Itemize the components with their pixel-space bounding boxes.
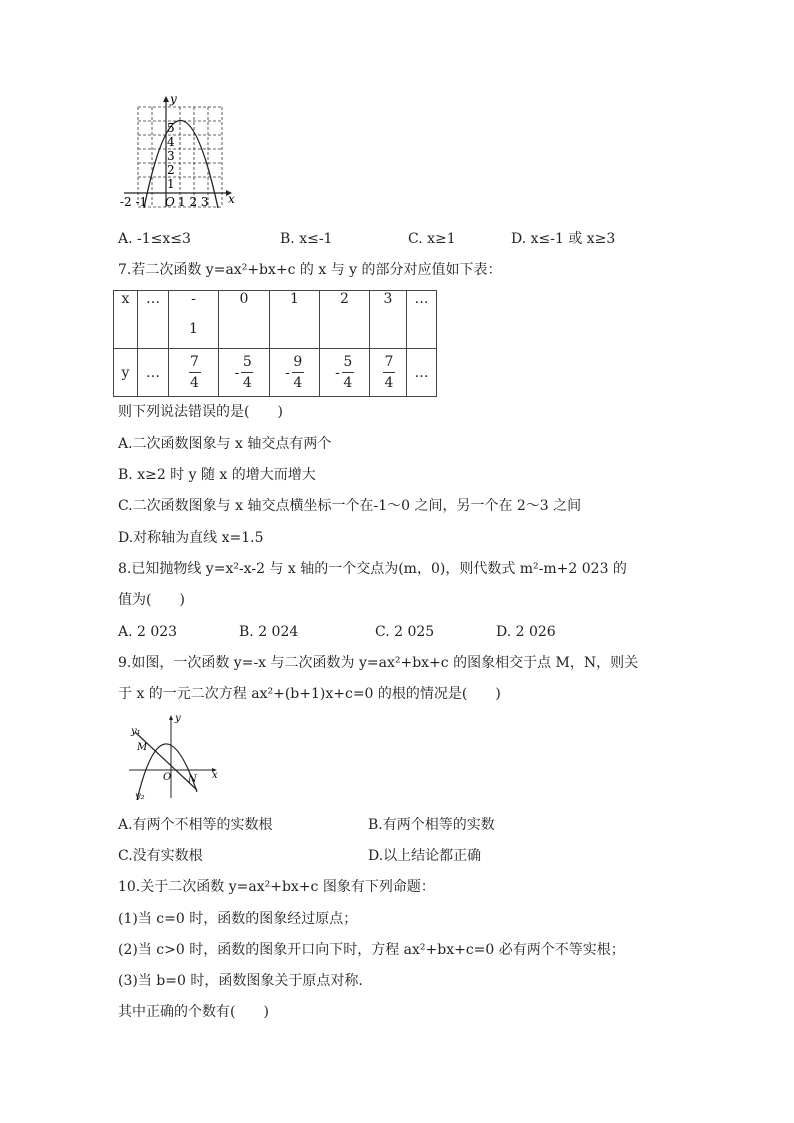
q9-stem-line2: 于 x 的一元二次方程 ax²+(b+1)x+c=0 的根的情况是( ): [118, 686, 501, 702]
q10-prompt: 其中正确的个数有( ): [118, 1004, 269, 1020]
q8-option-a[interactable]: A. 2 023: [118, 624, 178, 640]
table-cell: - 1: [169, 291, 219, 349]
x-axis-label: x: [212, 770, 218, 781]
q7-option-c[interactable]: C.二次函数图象与 x 轴交点横坐标一个在-1～0 之间，另一个在 2～3 之间: [118, 498, 582, 514]
x-ticks-negative: -2 -1: [120, 195, 148, 208]
table-header-x: x: [114, 291, 138, 349]
point-n-label: N: [188, 774, 197, 785]
q8-option-c[interactable]: C. 2 025: [375, 624, 435, 640]
q8-option-b[interactable]: B. 2 024: [239, 624, 299, 640]
q6-option-b[interactable]: B. x≤-1: [280, 231, 333, 247]
q7-stem: 7.若二次函数 y=ax²+bx+c 的 x 与 y 的部分对应值如下表：: [118, 262, 502, 278]
table-cell: …: [407, 291, 437, 349]
q6-option-c[interactable]: C. x≥1: [408, 231, 456, 247]
q7-option-b[interactable]: B. x≥2 时 y 随 x 的增大而增大: [118, 467, 316, 483]
table-cell: 3: [370, 291, 407, 349]
y-tick: 1: [167, 177, 175, 191]
table-cell: $\frac{7}{4}$: [169, 349, 219, 397]
q7-prompt: 则下列说法错误的是( ): [118, 404, 283, 420]
table-cell: 2: [320, 291, 370, 349]
table-cell: $\frac{7}{4}$: [370, 349, 407, 397]
origin-label: O: [163, 772, 172, 783]
y2-label: y₂: [135, 791, 145, 800]
x-ticks-positive: 1 2 3: [178, 195, 209, 208]
y-tick: 3: [167, 149, 175, 163]
table-cell: …: [407, 349, 437, 397]
table-cell: 0: [219, 291, 270, 349]
table-cell: …: [138, 291, 169, 349]
table-row: [114, 291, 437, 349]
x-axis-label: x: [228, 192, 235, 206]
y-axis-label: y: [170, 93, 177, 106]
y-axis-label: y: [175, 713, 181, 724]
parabola-graph: [118, 93, 248, 208]
q7-option-d[interactable]: D.对称轴为直线 x=1.5: [118, 530, 264, 546]
q10-stem: 10.关于二次函数 y=ax²+bx+c 图象有下列命题：: [118, 879, 435, 895]
q9-option-a[interactable]: A.有两个不相等的实数根: [118, 817, 273, 833]
q8-stem-line2: 值为( ): [118, 592, 185, 608]
table-cell: - $\frac{5}{4}$: [219, 349, 270, 397]
q6-option-a[interactable]: A. -1≤x≤3: [118, 231, 191, 247]
table-cell: …: [138, 349, 169, 397]
q7-option-a[interactable]: A.二次函数图象与 x 轴交点有两个: [118, 436, 332, 452]
q8-stem-line1: 8.已知抛物线 y=x²-x-2 与 x 轴的一个交点为(m，0)，则代数式 m²-m+2 023 的: [118, 561, 627, 577]
intersection-graph: [125, 712, 225, 800]
q10-item-1: (1)当 c=0 时，函数的图象经过原点；: [118, 911, 358, 927]
y-tick: 2: [167, 163, 175, 177]
origin-label: O: [165, 195, 175, 208]
q9-option-d[interactable]: D.以上结论都正确: [368, 848, 482, 864]
table-row: [114, 349, 437, 397]
table-cell: - $\frac{9}{4}$: [270, 349, 320, 397]
y-tick: 5: [167, 121, 175, 135]
q10-item-2: (2)当 c>0 时，函数的图象开口向下时，方程 ax²+bx+c=0 必有两个不等实根；: [118, 942, 625, 958]
y-tick: 4: [167, 135, 175, 149]
y1-label: y₁: [131, 726, 141, 737]
point-m-label: M: [137, 742, 148, 753]
q8-option-d[interactable]: D. 2 026: [496, 624, 556, 640]
q6-option-d[interactable]: D. x≤-1 或 x≥3: [511, 231, 616, 247]
table-header-y: y: [114, 349, 138, 397]
table-cell: - $\frac{5}{4}$: [320, 349, 370, 397]
q9-option-b[interactable]: B.有两个相等的实数: [368, 817, 495, 833]
table-cell: 1: [270, 291, 320, 349]
q10-item-3: (3)当 b=0 时，函数图象关于原点对称.: [118, 973, 363, 989]
q9-option-c[interactable]: C.没有实数根: [118, 848, 203, 864]
q9-stem-line1: 9.如图，一次函数 y=-x 与二次函数为 y=ax²+bx+c 的图象相交于点 M，N，则关: [118, 655, 639, 671]
value-table: [113, 290, 437, 397]
